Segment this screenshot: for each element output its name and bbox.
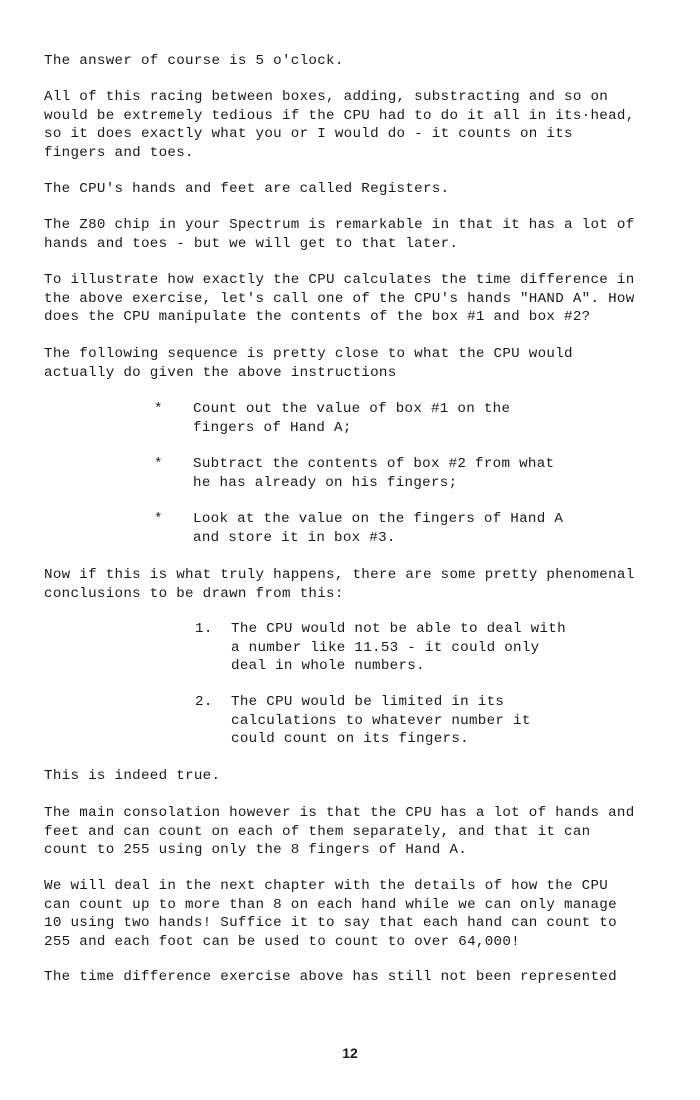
paragraph-next-chapter: We will deal in the next chapter with the details of how the CPU can count up to more than 8 on each hand while we can only manage 10 using two hands! Suffice it to say that each hand can count to 255 and each foot can be used to count to over 64,000!	[44, 878, 617, 950]
paragraph-indeed: This is indeed true.	[44, 768, 221, 784]
paragraph-conclusions: Now if this is what truly happens, there are some pretty phenomenal conclusions to be drawn from this:	[44, 567, 635, 602]
item-text: The CPU would be limited in its calculations to whatever number it could count on its fingers.	[231, 694, 531, 747]
paragraph-consolation: The main consolation however is that the CPU has a lot of hands and feet and can count on each of them separately, and that it can count to 255 using only the 8 fingers of Hand A.	[44, 805, 635, 858]
item-number: 2.	[195, 694, 213, 710]
bullet-text: Look at the value on the fingers of Hand A and store it in box #3.	[193, 511, 564, 546]
bullet-star: *	[154, 456, 163, 472]
paragraph-registers: The CPU's hands and feet are called Registers.	[44, 181, 450, 197]
bullet-text: Count out the value of box #1 on the fingers of Hand A;	[193, 401, 511, 436]
page-number: 12	[342, 1045, 358, 1061]
bullet-star: *	[154, 511, 163, 527]
paragraph-sequence: The following sequence is pretty close to what the CPU would actually do given the above instructions	[44, 346, 573, 381]
item-text: The CPU would not be able to deal with a number like 11.53 - it could only deal in whole numbers.	[231, 621, 566, 674]
paragraph-z80: The Z80 chip in your Spectrum is remarkable in that it has a lot of hands and toes - but we will get to that later.	[44, 217, 635, 252]
paragraph-time-difference: The time difference exercise above has still not been represented	[44, 969, 617, 985]
paragraph-answer: The answer of course is 5 o'clock.	[44, 53, 344, 69]
paragraph-illustrate: To illustrate how exactly the CPU calculates the time difference in the above exercise, let's call one of the CPU's hands "HAND A". How does the CPU manipulate the contents of the box #1 and box #2?	[44, 272, 635, 325]
item-number: 1.	[195, 621, 213, 637]
paragraph-racing: All of this racing between boxes, adding, substracting and so on would be extremely tedious if the CPU had to do it all in its·head, so it does exactly what you or I would do - it counts on its fingers and toes.	[44, 89, 635, 161]
bullet-star: *	[154, 401, 163, 417]
bullet-text: Subtract the contents of box #2 from what he has already on his fingers;	[193, 456, 555, 491]
